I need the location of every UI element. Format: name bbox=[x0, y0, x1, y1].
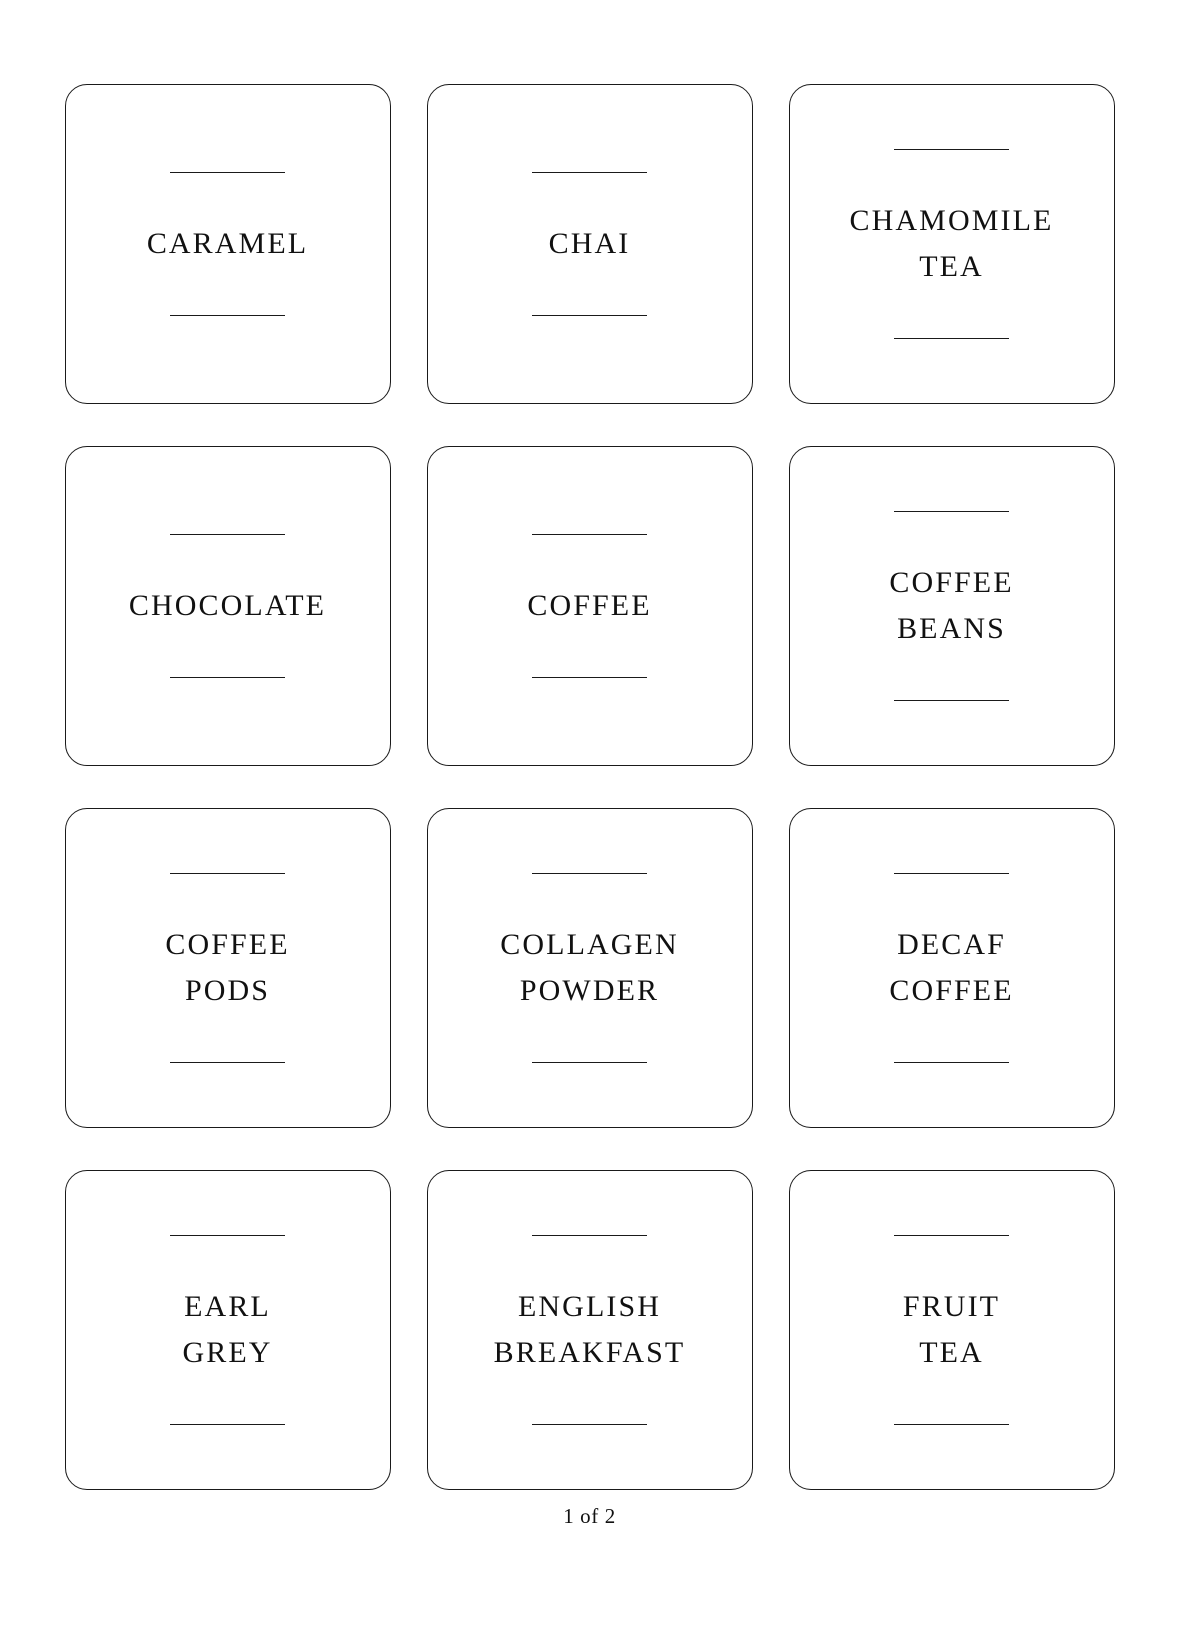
label-title bbox=[527, 583, 651, 629]
label-title-line: COFFEE bbox=[527, 589, 652, 623]
label-title-line: CARAMEL bbox=[146, 227, 309, 261]
divider-line-top bbox=[532, 172, 647, 173]
divider-line-top bbox=[170, 534, 285, 535]
label-title-line: POWDER bbox=[519, 974, 660, 1007]
label-title bbox=[889, 922, 1013, 1013]
divider-line-bottom bbox=[170, 1424, 285, 1425]
label-title-line: COLLAGEN bbox=[500, 928, 679, 962]
label-title bbox=[850, 198, 1054, 289]
divider-line-bottom bbox=[532, 315, 647, 316]
divider-line-top bbox=[894, 511, 1009, 512]
label-title bbox=[165, 922, 289, 1013]
label-title bbox=[129, 583, 326, 629]
divider-line-bottom bbox=[894, 700, 1009, 701]
divider-line-top bbox=[894, 1235, 1009, 1236]
label-card bbox=[789, 84, 1115, 404]
label-title-line: DECAF bbox=[897, 928, 1006, 962]
divider-line-top bbox=[894, 873, 1009, 874]
label-title bbox=[147, 221, 308, 267]
label-title-line: ENGLISH bbox=[517, 1290, 662, 1324]
divider-line-bottom bbox=[170, 677, 285, 678]
label-card bbox=[427, 446, 753, 766]
label-title-line: TEA bbox=[919, 1336, 984, 1369]
page-footer: 1 of 2 bbox=[563, 1504, 616, 1528]
label-title-line: PODS bbox=[184, 974, 271, 1007]
label-title-line: FRUIT bbox=[902, 1290, 1001, 1324]
label-card bbox=[65, 84, 391, 404]
divider-line-bottom bbox=[894, 1424, 1009, 1425]
label-title bbox=[500, 922, 678, 1013]
divider-line-top bbox=[894, 149, 1009, 150]
label-title bbox=[182, 1284, 272, 1375]
label-card bbox=[789, 446, 1115, 766]
divider-line-top bbox=[170, 873, 285, 874]
label-title-line: GREY bbox=[182, 1336, 273, 1369]
label-title-line: COFFEE bbox=[889, 566, 1014, 600]
divider-line-top bbox=[170, 1235, 285, 1236]
label-title bbox=[549, 221, 631, 267]
label-title-line: EARL bbox=[184, 1290, 271, 1324]
label-title-line: COFFEE bbox=[889, 974, 1014, 1007]
divider-line-bottom bbox=[894, 1062, 1009, 1063]
label-grid bbox=[65, 84, 1115, 1490]
label-card bbox=[65, 808, 391, 1128]
divider-line-bottom bbox=[170, 1062, 285, 1063]
label-title-line: COFFEE bbox=[165, 928, 290, 962]
label-card bbox=[427, 84, 753, 404]
label-card bbox=[427, 1170, 753, 1490]
label-title-line: CHOCOLATE bbox=[128, 589, 327, 623]
label-title bbox=[889, 560, 1013, 651]
divider-line-top bbox=[532, 873, 647, 874]
label-card bbox=[65, 446, 391, 766]
divider-line-bottom bbox=[170, 315, 285, 316]
divider-line-bottom bbox=[894, 338, 1009, 339]
label-title bbox=[494, 1284, 686, 1375]
divider-line-top bbox=[532, 534, 647, 535]
label-card bbox=[789, 808, 1115, 1128]
divider-line-bottom bbox=[532, 1062, 647, 1063]
label-card bbox=[65, 1170, 391, 1490]
label-title-line: BEANS bbox=[897, 612, 1006, 645]
divider-line-top bbox=[532, 1235, 647, 1236]
label-title-line: CHAMOMILE bbox=[849, 204, 1054, 238]
divider-line-top bbox=[170, 172, 285, 173]
divider-line-bottom bbox=[532, 1424, 647, 1425]
label-card bbox=[427, 808, 753, 1128]
label-title-line: CHAI bbox=[548, 227, 631, 261]
label-title-line: BREAKFAST bbox=[493, 1336, 686, 1369]
divider-line-bottom bbox=[532, 677, 647, 678]
label-title bbox=[903, 1284, 1000, 1375]
label-title-line: TEA bbox=[919, 250, 984, 283]
label-card bbox=[789, 1170, 1115, 1490]
